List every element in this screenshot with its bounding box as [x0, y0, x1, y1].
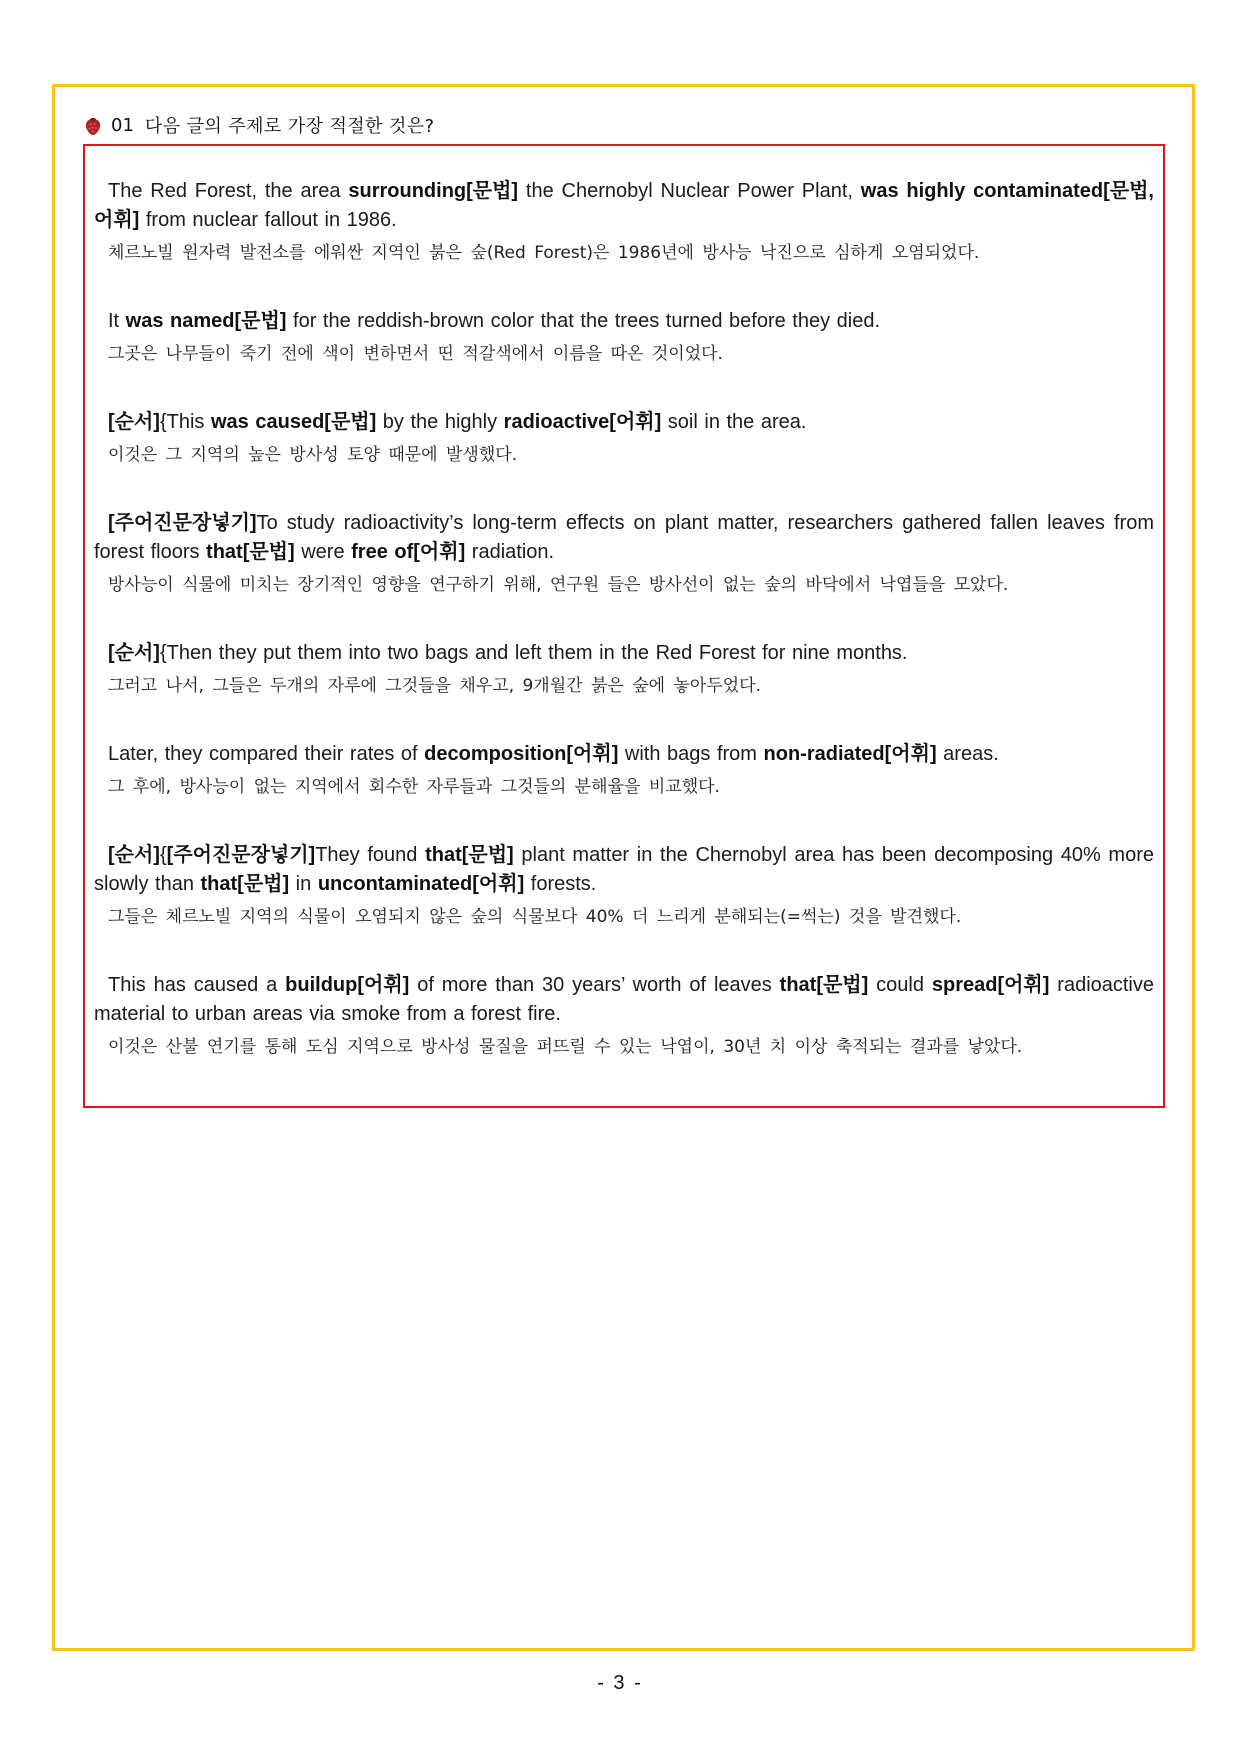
annotated-keyword: that[문법] — [425, 844, 514, 866]
english-sentence — [94, 509, 1154, 567]
annotated-keyword: was named[문법] — [125, 310, 287, 332]
annotated-keyword: was highly contaminated[문법, 어휘] — [94, 180, 1154, 231]
english-sentence — [94, 841, 1154, 899]
annotated-keyword: non-radiated[어휘] — [763, 743, 937, 765]
korean-translation: 이것은 그 지역의 높은 방사성 토양 때문에 발생했다. — [108, 445, 518, 465]
english-sentence — [94, 971, 1154, 1029]
passage-paragraph — [94, 509, 1154, 600]
annotated-keyword: uncontaminated[어휘] — [317, 873, 525, 895]
korean-translation: 이것은 산불 연기를 통해 도심 지역으로 방사성 물질을 퍼뜨릴 수 있는 낙엽이, 30년 치 이상 축적되는 결과를 낳았다. — [108, 1037, 1023, 1057]
annotated-keyword: [주어진문장넣기] — [108, 512, 257, 534]
sentence-text: soil in the area. — [661, 411, 807, 433]
question-prompt: 다음 글의 주제로 가장 적절한 것은? — [144, 116, 435, 137]
passage-paragraph — [94, 307, 1154, 369]
korean-translation: 방사능이 식물에 미치는 장기적인 영향을 연구하기 위해, 연구원 들은 방사선이 없는 숲의 바닥에서 낙엽들을 모았다. — [108, 575, 1009, 595]
english-sentence — [94, 408, 1154, 437]
annotated-keyword: [순서] — [108, 844, 160, 866]
question-header — [84, 112, 435, 138]
annotated-keyword: [순서] — [108, 411, 160, 433]
sentence-text: They found — [315, 844, 426, 866]
korean-translation: 그곳은 나무들이 죽기 전에 색이 변하면서 띤 적갈색에서 이름을 따온 것이었다. — [108, 344, 723, 364]
sentence-text: of more than 30 years’ worth of leaves — [409, 974, 780, 996]
sentence-text: It — [108, 310, 126, 332]
sentence-text: for the reddish-brown color that the trees turned before they died. — [286, 310, 881, 332]
sentence-text: To study radioactivity’s long-term effects on plant matter, researchers gathered fallen leaves from forest floors — [94, 512, 1154, 563]
page-number: - 3 - — [597, 1672, 643, 1694]
english-sentence — [94, 639, 1154, 668]
passage-paragraph — [94, 639, 1154, 701]
passage-paragraph — [94, 841, 1154, 932]
sentence-text: could — [868, 974, 932, 996]
sentence-text: This has caused a — [108, 974, 286, 996]
passage-paragraph — [94, 177, 1154, 268]
passage-paragraph — [94, 971, 1154, 1062]
annotated-keyword: that[문법] — [200, 873, 290, 895]
annotated-keyword: buildup[어휘] — [285, 974, 410, 996]
annotated-keyword: [주어진문장넣기] — [166, 844, 316, 866]
question-number: 01 — [111, 114, 134, 136]
annotated-keyword: was caused[문법] — [211, 411, 377, 433]
sentence-text: forests. — [524, 873, 597, 895]
sentence-text: {This — [159, 411, 211, 433]
sentence-text: the Chernobyl Nuclear Power Plant, — [518, 180, 861, 202]
annotated-keyword: that[문법] — [779, 974, 869, 996]
strawberry-bullet-icon — [84, 115, 102, 136]
passage-paragraph — [94, 740, 1154, 802]
sentence-text: by the highly — [376, 411, 504, 433]
annotated-keyword: that[문법] — [206, 541, 295, 563]
sentence-text: from nuclear fallout in 1986. — [139, 209, 397, 231]
korean-translation: 그러고 나서, 그들은 두개의 자루에 그것들을 채우고, 9개월간 붉은 숲에 놓아두었다. — [108, 676, 761, 696]
sentence-text: The Red Forest, the area — [108, 180, 349, 202]
english-sentence — [94, 740, 1154, 769]
annotated-keyword: surrounding[문법] — [348, 180, 519, 202]
passage-box — [83, 144, 1165, 1108]
annotated-keyword: decomposition[어휘] — [424, 743, 619, 765]
sentence-text: Later, they compared their rates of — [108, 743, 425, 765]
annotated-keyword: [순서] — [108, 642, 160, 664]
annotated-keyword: free of[어휘] — [351, 541, 466, 563]
sentence-text: {Then they put them into two bags and left them in the Red Forest for nine months. — [159, 642, 908, 664]
korean-translation: 체르노빌 원자력 발전소를 에워싼 지역인 붉은 숲(Red Forest)은 1986년에 방사능 낙진으로 심하게 오염되었다. — [108, 243, 980, 263]
sentence-text: { — [159, 844, 167, 866]
sentence-text: with bags from — [618, 743, 764, 765]
sentence-text: areas. — [936, 743, 999, 765]
sentence-text: were — [294, 541, 352, 563]
sentence-text: in — [289, 873, 318, 895]
annotated-keyword: spread[어휘] — [931, 974, 1050, 996]
sentence-text: plant matter in the Chernobyl area has been decomposing 40% more slowly than — [94, 844, 1155, 895]
sentence-text: radiation. — [465, 541, 555, 563]
english-sentence — [94, 177, 1154, 235]
sentence-text: radioactive material to urban areas via smoke from a forest fire. — [94, 974, 1155, 1025]
passage-paragraph — [94, 408, 1154, 470]
korean-translation: 그들은 체르노빌 지역의 식물이 오염되지 않은 숲의 식물보다 40% 더 느리게 분해되는(=썩는) 것을 발견했다. — [108, 907, 962, 927]
korean-translation: 그 후에, 방사능이 없는 지역에서 회수한 자루들과 그것들의 분해율을 비교했다. — [108, 777, 720, 797]
annotated-keyword: radioactive[어휘] — [503, 411, 662, 433]
english-sentence — [94, 307, 1154, 336]
